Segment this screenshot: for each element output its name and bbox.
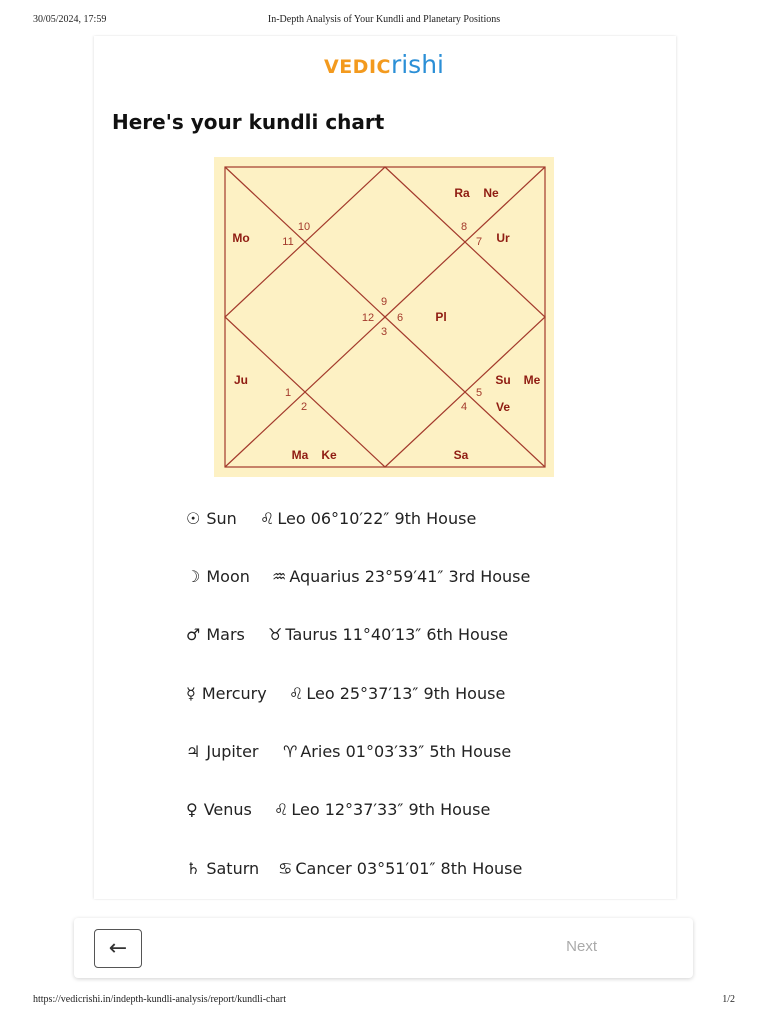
print-page-number: 1/2 — [722, 994, 735, 1005]
kundli-chart — [214, 157, 554, 477]
aquarius-icon: ♒ — [272, 567, 287, 586]
page-title: Here's your kundli chart — [112, 110, 385, 134]
house-number: 3 — [380, 326, 388, 338]
planet-name: Mars — [206, 625, 245, 644]
planet-name: Jupiter — [206, 742, 259, 761]
print-footer — [0, 994, 768, 1010]
planet-position-text: Leo 12°37′33″ 9th House — [291, 800, 491, 819]
planet-name: Mercury — [201, 684, 267, 703]
back-button[interactable] — [94, 929, 142, 968]
planet-label-me: Me — [523, 373, 541, 387]
planet-detail — [278, 854, 522, 884]
planet-row-mars — [186, 620, 509, 650]
aries-icon: ♈ — [283, 742, 298, 761]
planet-detail — [274, 795, 490, 825]
planet-name: Saturn — [206, 859, 260, 878]
print-header — [0, 14, 768, 30]
print-title: In-Depth Analysis of Your Kundli and Planetary Positions — [267, 14, 501, 25]
mars-icon: ♂ — [186, 625, 201, 644]
planet-label-ma: Ma — [291, 448, 309, 462]
house-number: 1 — [284, 387, 292, 399]
planet-position-text: Aquarius 23°59′41″ 3rd House — [289, 567, 531, 586]
planet-row-jupiter — [186, 737, 512, 767]
planet-label-su: Su — [495, 373, 511, 387]
planet-detail — [272, 562, 530, 592]
planet-row-saturn — [186, 854, 523, 884]
moon-icon: ☽ — [186, 567, 201, 586]
planet-position-text: Cancer 03°51′01″ 8th House — [295, 859, 523, 878]
planet-position-text: Leo 25°37′13″ 9th House — [306, 684, 506, 703]
sun-icon: ☉ — [186, 509, 201, 528]
house-number: 2 — [300, 401, 308, 413]
planet-detail — [268, 620, 508, 650]
house-number: 6 — [396, 312, 404, 324]
planet-label-mo: Mo — [232, 231, 250, 245]
print-datetime: 30/05/2024, 17:59 — [33, 14, 107, 25]
planet-detail — [260, 504, 476, 534]
planet-label-ur: Ur — [496, 231, 510, 245]
taurus-icon: ♉ — [268, 625, 283, 644]
planet-label-ve: Ve — [495, 400, 511, 414]
house-number: 8 — [460, 221, 468, 233]
planet-label-ra: Ra — [454, 186, 470, 200]
mercury-icon: ☿ — [186, 684, 196, 703]
logo-rishi: rishi — [390, 50, 444, 79]
house-number: 7 — [475, 236, 483, 248]
venus-icon: ♀ — [186, 800, 198, 819]
planet-label-pl: Pl — [435, 310, 447, 324]
house-number: 10 — [297, 221, 311, 233]
vedicrishi-logo[interactable] — [0, 50, 768, 79]
saturn-icon: ♄ — [186, 859, 201, 878]
house-number: 5 — [475, 387, 483, 399]
planet-position-text: Taurus 11°40′13″ 6th House — [285, 625, 509, 644]
next-button[interactable]: Next — [566, 938, 597, 955]
house-number: 4 — [460, 401, 468, 413]
planet-row-mercury — [186, 679, 506, 709]
planet-position-text: Aries 01°03′33″ 5th House — [300, 742, 512, 761]
print-url: https://vedicrishi.in/indepth-kundli-analysis/report/kundli-chart — [33, 994, 287, 1005]
cancer-icon: ♋ — [278, 859, 293, 878]
bottom-nav-bar — [74, 918, 693, 978]
house-number: 11 — [282, 236, 294, 248]
planet-label-sa: Sa — [453, 448, 469, 462]
planet-detail — [289, 679, 505, 709]
planet-detail — [283, 737, 511, 767]
jupiter-icon: ♃ — [186, 742, 201, 761]
leo-icon: ♌ — [289, 684, 304, 703]
planet-row-sun — [186, 504, 477, 534]
kundli-chart-svg — [214, 157, 554, 477]
planet-position-text: Leo 06°10′22″ 9th House — [277, 509, 477, 528]
planet-name: Sun — [206, 509, 237, 528]
logo-vedic: VEDIC — [323, 56, 391, 78]
planet-label-ne: Ne — [483, 186, 499, 200]
house-number: 9 — [380, 296, 388, 308]
planet-row-moon — [186, 562, 531, 592]
planet-name: Moon — [206, 567, 250, 586]
leo-icon: ♌ — [260, 509, 275, 528]
planet-label-ju: Ju — [233, 373, 249, 387]
arrow-left-icon: ← — [108, 936, 128, 961]
planet-label-ke: Ke — [321, 448, 337, 462]
house-number: 12 — [361, 312, 375, 324]
planet-row-venus — [186, 795, 491, 825]
planet-name: Venus — [203, 800, 252, 819]
leo-icon: ♌ — [274, 800, 289, 819]
